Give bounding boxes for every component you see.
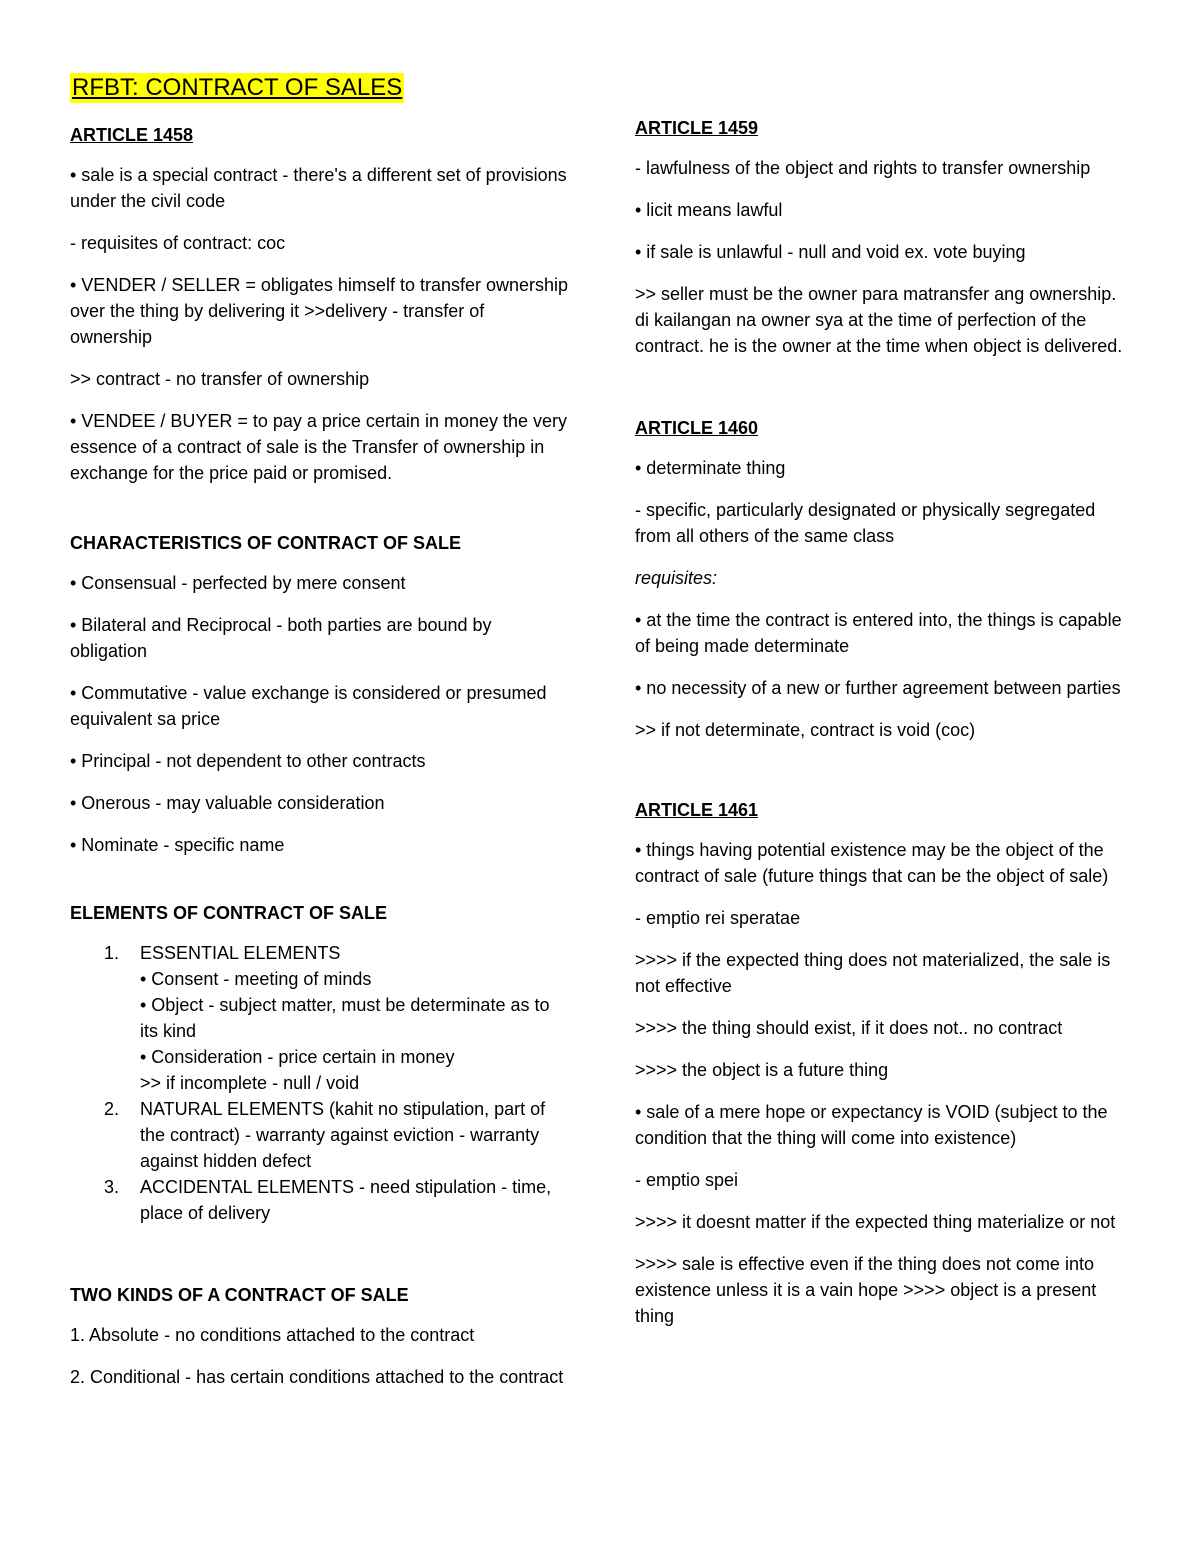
right-column (635, 0, 1135, 1345)
art1461-item: >>>> it doesnt matter if the expected thing materialize or not (635, 1212, 1116, 1232)
characteristic-item: • Onerous - may valuable consideration (70, 793, 385, 813)
element-line: • Consent - meeting of minds (140, 969, 372, 989)
art1459-item: - lawfulness of the object and rights to transfer ownership (635, 158, 1091, 178)
article-1458-heading: ARTICLE 1458 (70, 125, 194, 145)
characteristics-heading: CHARACTERISTICS OF CONTRACT OF SALE (70, 533, 461, 553)
elements-heading: ELEMENTS OF CONTRACT OF SALE (70, 903, 387, 923)
art1461-item: >>>> sale is effective even if the thing does not come into existence unless it is a vain hope >>>> object is a present thing (635, 1254, 1097, 1326)
element-line: • Object - subject matter, must be determinate as to its kind (140, 995, 550, 1041)
art1461-item: >>>> if the expected thing does not materialized, the sale is not effective (635, 950, 1111, 996)
document-title: RFBT: CONTRACT OF SALES (72, 74, 403, 101)
art1460-item: - specific, particularly designated or physically segregated from all others of the same class (635, 500, 1096, 546)
art1461-item: - emptio spei (635, 1170, 739, 1190)
art1461-item: >>>> the object is a future thing (635, 1060, 889, 1080)
elements-list-item (104, 940, 570, 1096)
list-number: 3. (104, 1177, 120, 1197)
art1459-item: >> seller must be the owner para matransfer ang ownership. di kailangan na owner sya at the time of perfection of the contract. he is the owner at the time when object is delivered. (635, 284, 1123, 356)
element-line: NATURAL ELEMENTS (kahit no stipulation, part of the contract) - warranty against eviction - warranty against hidden defect (140, 1099, 546, 1171)
art1458-item: • sale is a special contract - there's a different set of provisions under the civil code (70, 165, 567, 211)
elements-list (70, 940, 570, 1226)
list-number: 1. (104, 943, 120, 963)
art1458-item: • VENDER / SELLER = obligates himself to transfer ownership over the thing by delivering it >>delivery - transfer of ownership (70, 275, 569, 347)
kinds-heading: TWO KINDS OF A CONTRACT OF SALE (70, 1285, 409, 1305)
art1460-item: • at the time the contract is entered into, the things is capable of being made determinate (635, 610, 1122, 656)
art1461-item: - emptio rei speratae (635, 908, 801, 928)
art1459-item: • if sale is unlawful - null and void ex. vote buying (635, 242, 1026, 262)
kind-item: 2. Conditional - has certain conditions attached to the contract (70, 1367, 564, 1387)
art1458-item: - requisites of contract: coc (70, 233, 286, 253)
element-line: >> if incomplete - null / void (140, 1073, 360, 1093)
requisites-label: requisites: (635, 568, 718, 588)
art1461-item: • things having potential existence may be the object of the contract of sale (future things that can be the object of sale) (635, 840, 1109, 886)
list-number: 2. (104, 1099, 120, 1119)
characteristic-item: • Consensual - perfected by mere consent (70, 573, 406, 593)
article-1459-heading: ARTICLE 1459 (635, 118, 759, 138)
article-1460-heading: ARTICLE 1460 (635, 418, 759, 438)
element-line: • Consideration - price certain in money (140, 1047, 455, 1067)
characteristic-item: • Nominate - specific name (70, 835, 285, 855)
article-1461-heading: ARTICLE 1461 (635, 800, 759, 820)
art1458-item: >> contract - no transfer of ownership (70, 369, 370, 389)
characteristic-item: • Bilateral and Reciprocal - both parties are bound by obligation (70, 615, 492, 661)
kind-item: 1. Absolute - no conditions attached to the contract (70, 1325, 475, 1345)
art1460-item: >> if not determinate, contract is void (coc) (635, 720, 976, 740)
art1458-item: • VENDEE / BUYER = to pay a price certain in money the very essence of a contract of sale is the Transfer of ownership in exchange for the price paid or promised. (70, 411, 568, 483)
elements-list-item (104, 1096, 570, 1174)
art1460-item: • no necessity of a new or further agreement between parties (635, 678, 1121, 698)
elements-list-item (104, 1174, 570, 1226)
art1461-item: • sale of a mere hope or expectancy is VOID (subject to the condition that the thing will come into existence) (635, 1102, 1108, 1148)
characteristic-item: • Principal - not dependent to other contracts (70, 751, 426, 771)
art1459-item: • licit means lawful (635, 200, 783, 220)
left-column (70, 0, 570, 1406)
element-line: ESSENTIAL ELEMENTS (140, 943, 341, 963)
art1461-item: >>>> the thing should exist, if it does not.. no contract (635, 1018, 1063, 1038)
characteristic-item: • Commutative - value exchange is considered or presumed equivalent sa price (70, 683, 547, 729)
art1460-item: • determinate thing (635, 458, 786, 478)
element-line: ACCIDENTAL ELEMENTS - need stipulation - time, place of delivery (140, 1177, 552, 1223)
